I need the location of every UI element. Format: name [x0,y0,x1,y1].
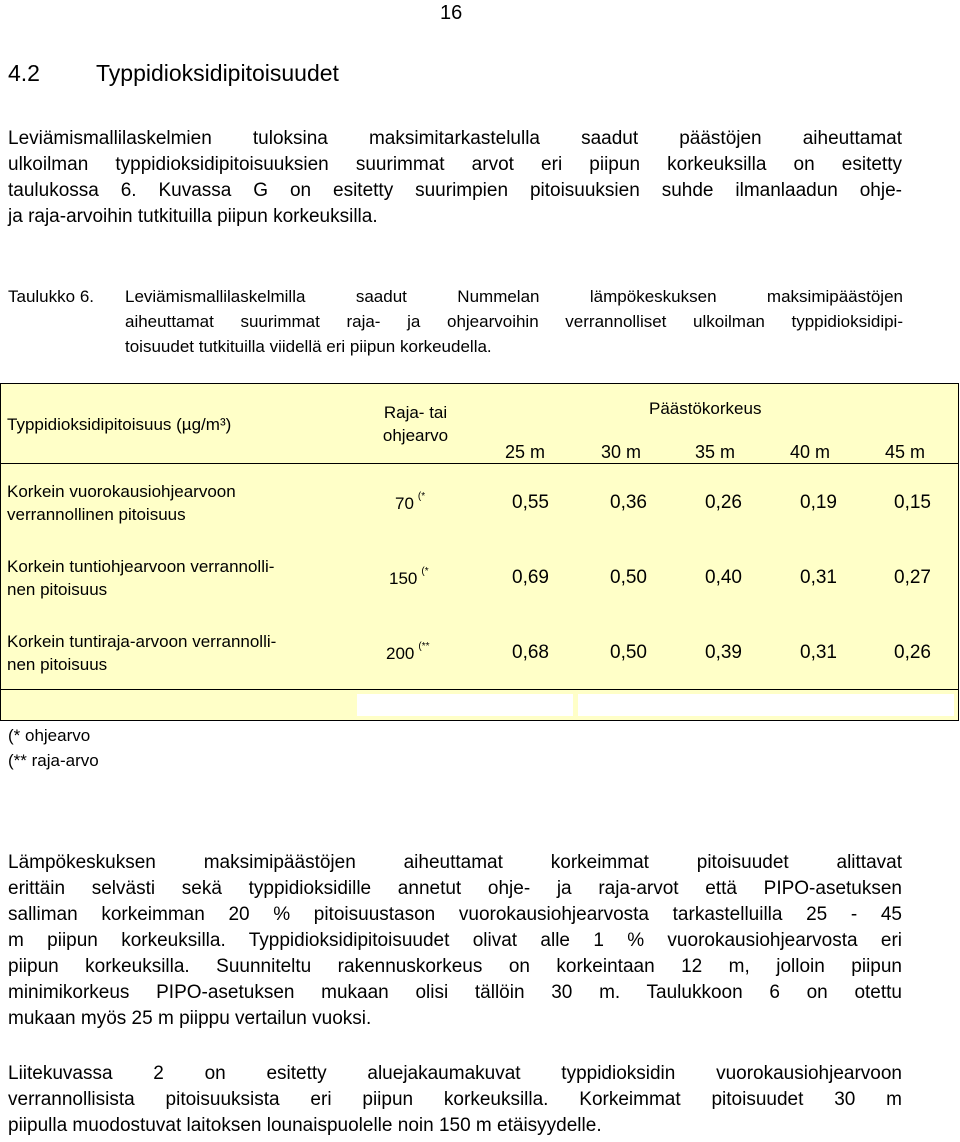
row-label-line: Korkein tuntiraja-arvoon verrannolli- [7,632,277,651]
footnote: (** raja-arvo [8,751,99,770]
limit-footnote-mark: (* [417,491,426,503]
limit-number: 70 [395,494,414,513]
caption-line: Leviämismallilaskelmilla saadut Nummelan lämpökeskuksen maksimipäästöjen [125,287,903,306]
row-label-line: Korkein vuorokausiohjearvoon [7,482,236,501]
caption-line: toisuudet tutkituilla viidellä eri piipun korkeudella. [125,337,492,356]
header-limit-value [358,401,473,447]
row-limit-value [389,566,429,589]
limit-footnote-mark: (* [421,566,429,578]
body-paragraph-2 [8,1061,902,1139]
value-cell: 0,26 [894,642,931,663]
body-line: verrannollisista pitoisuuksista eri piipun korkeuksilla. Korkeimmat pitoisuudet 30 m [8,1089,902,1110]
body-line: m piipun korkeuksilla. Typpidioksidipitoisuudet olivat alle 1 % vuorokausiohjearvosta eri [8,930,902,951]
header-height-35: 35 m [695,442,736,462]
intro-line: ja raja-arvoihin tutkituilla piipun korkeuksilla. [8,206,378,227]
row-limit-value [386,641,430,664]
row-limit-value [395,491,426,514]
value-cell: 0,19 [800,492,837,513]
value-cell: 0,50 [610,567,647,588]
header-height-40: 40 m [790,442,831,462]
value-cell: 0,31 [800,567,837,588]
header-limit-line: ohjearvo [382,426,449,445]
value-cell: 0,50 [610,642,647,663]
header-height-45: 45 m [885,442,926,462]
value-cell: 0,40 [705,567,742,588]
row-label-line: Korkein tuntiohjearvoon verrannolli- [7,557,275,576]
intro-line: ulkoilman typpidioksidipitoisuuksien suurimmat arvot eri piipun korkeuksilla on esitetty [8,154,902,175]
value-cell: 0,15 [894,492,931,513]
table-footnotes [8,723,99,773]
row-label [7,630,276,676]
value-cell: 0,36 [610,492,647,513]
table-border-right [958,383,959,721]
row-label-line: verrannollinen pitoisuus [7,505,186,524]
body-line: Liitekuvassa 2 on esitetty aluejakaumakuvat typpidioksidin vuorokausiohjearvoon [8,1063,902,1084]
intro-line: taulukossa 6. Kuvassa G on esitetty suurimpien pitoisuuksien suhde ilmanlaadun ohje- [8,180,902,201]
value-cell: 0,69 [512,567,549,588]
body-paragraph-1 [8,850,902,1032]
body-line: mukaan myös 25 m piippu vertailun vuoksi. [8,1008,372,1029]
value-cell: 0,39 [705,642,742,663]
header-pollutant-label: Typpidioksidipitoisuus (µg/m³) [7,415,232,434]
section-title: Typpidioksidipitoisuudet [96,60,339,86]
footnote: (* ohjearvo [8,726,91,745]
table-border-left [0,383,1,721]
table-rows-divider [0,689,959,690]
body-line: minimikorkeus PIPO-asetuksen mukaan olisi tällöin 30 m. Taulukkoon 6 on otettu [8,982,902,1003]
row-label-line: nen pitoisuus [7,655,108,674]
header-height-30: 30 m [601,442,642,462]
table-border-bottom [0,720,959,721]
results-table [0,383,959,721]
limit-number: 150 [389,569,418,588]
intro-paragraph [8,126,902,230]
limit-number: 200 [386,644,415,663]
page-number: 16 [440,2,463,24]
row-label-line: nen pitoisuus [7,580,108,599]
row-label [7,480,236,526]
value-cell: 0,31 [800,642,837,663]
value-cell: 0,68 [512,642,549,663]
intro-line: Leviämismallilaskelmien tuloksina maksimitarkastelulla saadut päästöjen aiheuttamat [8,128,902,149]
value-cell: 0,27 [894,567,931,588]
header-emission-height: Päästökorkeus [649,399,762,418]
header-height-25: 25 m [505,442,546,462]
caption-line: aiheuttamat suurimmat raja- ja ohjearvoihin verrannolliset ulkoilman typpidioksidipi- [125,312,903,331]
blank-cell [357,694,573,716]
blank-cell [578,694,954,716]
value-cell: 0,55 [512,492,549,513]
table-border-top [0,383,959,384]
body-line: piipulla muodostuvat laitoksen lounaispuolelle noin 150 m etäisyydelle. [8,1115,602,1136]
value-cell: 0,26 [705,492,742,513]
body-line: piipun korkeuksilla. Suunniteltu rakennuskorkeus on korkeintaan 12 m, jolloin piipun [8,956,902,977]
body-line: Lämpökeskuksen maksimipäästöjen aiheuttamat korkeimmat pitoisuudet alittavat [8,852,902,873]
section-heading [8,60,339,87]
body-line: salliman korkeimman 20 % pitoisuustason vuorokausiohjearvosta tarkastelluilla 25 - 45 [8,904,902,925]
section-number: 4.2 [8,60,40,86]
body-line: erittäin selvästi sekä typpidioksidille annetut ohje- ja raja-arvot että PIPO-asetuksen [8,878,902,899]
table-caption-text [125,284,903,359]
limit-footnote-mark: (** [418,641,430,653]
row-label [7,555,274,601]
table-caption-label: Taulukko 6. [8,287,94,306]
header-limit-line: Raja- tai [383,403,448,422]
